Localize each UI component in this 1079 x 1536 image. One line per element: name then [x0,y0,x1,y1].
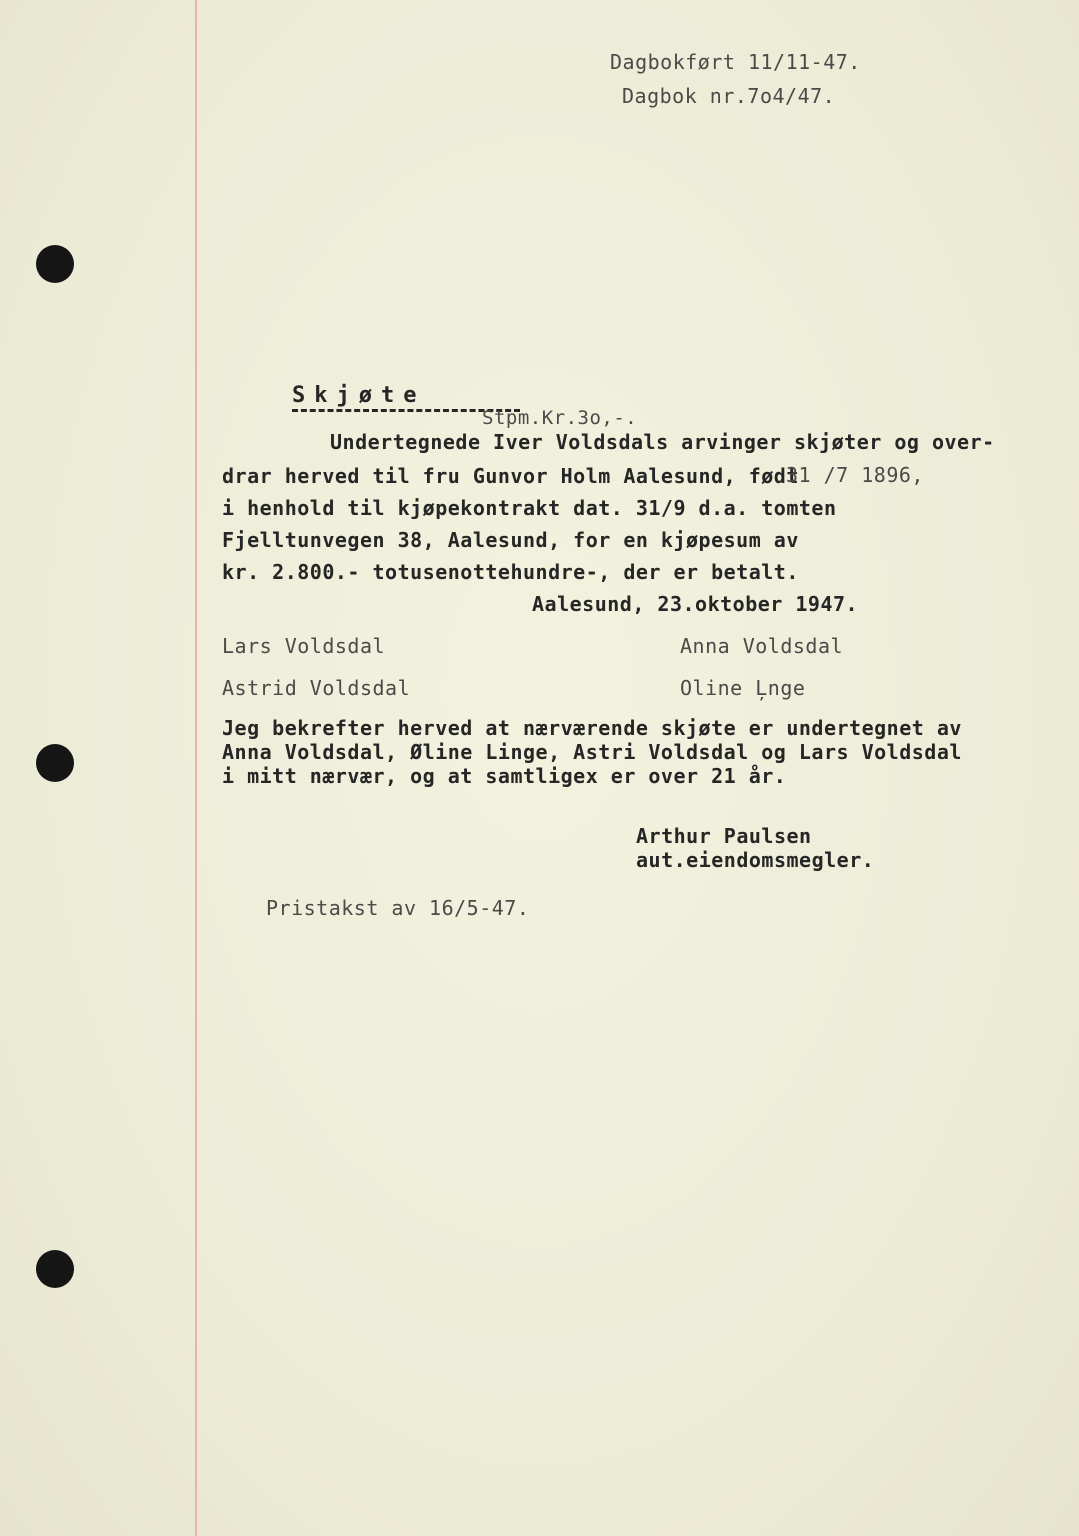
broker-name: Arthur Paulsen [636,824,812,848]
price-note: Pristakst av 16/5-47. [266,896,530,920]
confirmation-line: Anna Voldsdal, Øline Linge, Astri Voldsdal og Lars Voldsdal [222,740,962,764]
birth-date: 31 /7 1896, [786,463,924,487]
confirmation-line: i mitt nærvær, og at samtligex er over 21 år. [222,764,787,788]
confirmation-line: Jeg bekrefter herved at nærværende skjøte er undertegnet av [222,716,962,740]
stamp-fee: Stpm.Kr.3o,-. [482,407,638,429]
punch-hole [36,1250,74,1288]
punch-hole [36,744,74,782]
body-line: Undertegnede Iver Voldsdals arvinger skjøter og over- [330,430,995,454]
signature-anna: Anna Voldsdal [680,634,844,658]
margin-rule [195,0,197,1536]
signature-lars: Lars Voldsdal [222,634,386,658]
broker-title: aut.eiendomsmegler. [636,848,875,872]
signature-astrid: Astrid Voldsdal [222,676,411,700]
header-dagbokfort: Dagbokført 11/11-47. [610,50,861,74]
body-line: Fjelltunvegen 38, Aalesund, for en kjøpesum av [222,528,799,552]
body-line: kr. 2.800.- totusenottehundre-, der er betalt. [222,560,799,584]
punch-hole [36,245,74,283]
signature-oline: Oline Ļnge [680,676,806,700]
header-dagbok-nr: Dagbok nr.7o4/47. [622,84,836,108]
document-title: Skjøte [292,383,426,408]
body-line: drar herved til fru Gunvor Holm Aalesund, født [222,464,799,488]
place-date: Aalesund, 23.oktober 1947. [532,592,859,616]
body-line: i henhold til kjøpekontrakt dat. 31/9 d.a. tomten [222,496,837,520]
